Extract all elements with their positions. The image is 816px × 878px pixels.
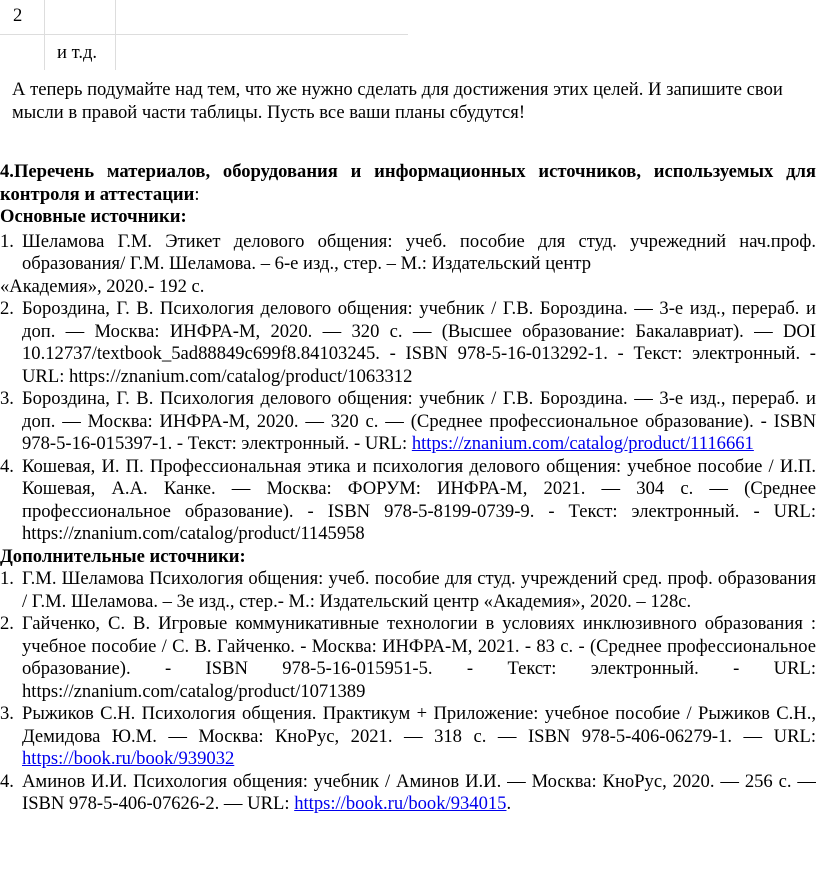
goals-table <box>0 0 408 70</box>
item-number: 4. <box>0 455 14 477</box>
item-text: Г.М. Шеламова Психология общения: учеб. пособие для студ. учреждений сред. проф. образования / Г.М. Шеламова. – 3е изд., стер.- М.: Издательский центр «Академия», 2020. – 128с. <box>22 568 816 612</box>
row-etc: и т.д. <box>57 42 98 63</box>
item-number: 2. <box>0 613 14 634</box>
item-text: Бороздина, Г. В. Психология делового общения: учебник / Г.В. Бороздина. — 3-е изд., перераб. и доп. — Москва: ИНФРА-М, 2020. — 320 с. — (Высшее образование: Бакалавриат). — DOI 10.12737/textbook_5ad88849c699f8.84103245. - ISBN 978-5-16-013292-1. - Текст: электронный. - URL: https://znanium.com/catalog/product/1063312 <box>22 298 816 387</box>
source-item <box>0 568 816 613</box>
item-text: Рыжиков С.Н. Психология общения. Практикум + Приложение: учебное пособие / Рыжиков С.Н., Демидова Ю.М. — Москва: КноРус, 2021. — 318 с. — ISBN 978-5-406-06279-1. — URL: <box>22 703 816 747</box>
section-title-text: 4.Перечень материалов, оборудования и информационных источников, используемых для контроля и аттестации <box>0 161 816 205</box>
item-text: Аминов И.И. Психология общения: учебник / Аминов И.И. — Москва: КноРус, 2020. — 256 с. — ISBN 978-5-406-07626-2. — URL: <box>22 770 816 814</box>
table-divider <box>44 0 45 70</box>
extra-sources-heading: Дополнительные источники: <box>0 545 246 567</box>
table-divider <box>115 0 116 70</box>
item-text: Бороздина, Г. В. Психология делового общения: учебник / Г.В. Бороздина. — 3-е изд., перераб. и доп. — Москва: ИНФРА-М, 2020. — 320 с. — (Среднее профессиональное образование). - ISBN 978-5-16-015397-1. - Текст: электронный. - URL: <box>22 388 816 454</box>
source-item <box>0 298 816 388</box>
source-item <box>0 231 816 276</box>
source-item <box>0 703 816 771</box>
source-link[interactable]: https://znanium.com/catalog/product/1116661 <box>411 433 754 454</box>
source-item <box>0 388 816 456</box>
item-number: 4. <box>0 770 14 792</box>
item-number: 2. <box>0 298 14 319</box>
item-text: Шеламова Г.М. Этикет делового общения: учеб. пособие для студ. учрежедний нач.проф. образования/ Г.М. Шеламова. – 6-е изд., стер. – М.: Издательский центр <box>22 230 816 274</box>
section-colon: : <box>194 183 200 205</box>
item-number: 3. <box>0 703 14 724</box>
item-end: . <box>506 793 512 814</box>
item-number: 1. <box>0 568 14 589</box>
source-item <box>0 771 816 816</box>
table-divider <box>0 34 408 35</box>
item-number: 1. <box>0 230 14 252</box>
section-title <box>0 161 816 206</box>
source-item <box>0 456 816 546</box>
item-text: Гайченко, С. В. Игровые коммуникативные технологии в условиях инклюзивного образования : учебное пособие / С. В. Гайченко. - Москва: ИНФРА-М, 2021. - 83 с. - (Среднее профессиональное образование). - ISBN 978-5-16-015951-5. - Текст: электронный. - URL: https://znanium.com/catalog/product/1071389 <box>22 613 816 702</box>
intro-paragraph: А теперь подумайте над тем, что же нужно сделать для достижения этих целей. И запишите свои мысли в правой части таблицы. Пусть все ваши планы сбудутся! <box>12 79 783 123</box>
row-number: 2 <box>13 5 23 26</box>
source-link[interactable]: https://book.ru/book/939032 <box>22 748 235 769</box>
source-link[interactable]: https://book.ru/book/934015 <box>294 793 507 814</box>
item-continuation: «Академия», 2020.- 192 с. <box>0 275 205 297</box>
item-text: Кошевая, И. П. Профессиональная этика и психология делового общения: учебное пособие / И.П. Кошевая, А.А. Канке. — Москва: ФОРУМ: ИНФРА-М, 2021. — 304 с. — (Среднее профессиональное образование). - ISBN 978-5-8199-0739-9. - Текст: электронный. - URL: https://znanium.com/catalog/product/1145958 <box>22 455 816 544</box>
source-item <box>0 613 816 703</box>
main-sources-heading: Основные источники: <box>0 206 187 227</box>
item-number: 3. <box>0 388 14 409</box>
